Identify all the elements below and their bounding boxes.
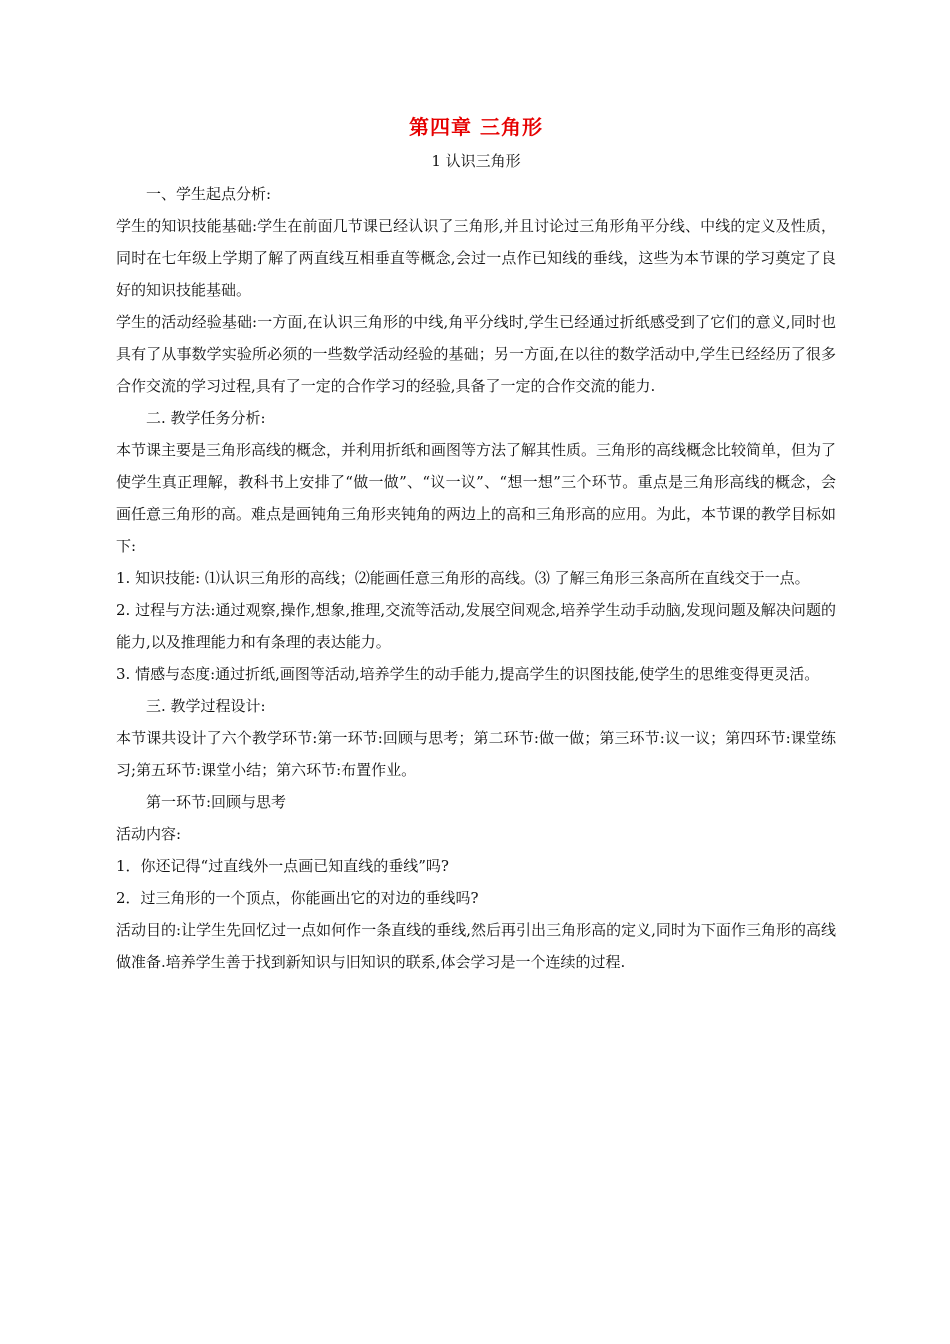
goal-process-method: 2. 过程与方法:通过观察,操作,想象,推理,交流等活动,发展空间观念,培养学生动手动脑,发现问题及解决问题的能力,以及推理能力和有条理的表达能力。 bbox=[116, 601, 836, 651]
heading-task-analysis: 二. 教学任务分析: bbox=[146, 409, 266, 427]
heading-student-analysis: 一、学生起点分析: bbox=[146, 185, 272, 203]
goal-emotion-attitude: 3. 情感与态度:通过折纸,画图等活动,培养学生的动手能力,提高学生的识图技能,使学生的思维变得更灵活。 bbox=[116, 665, 820, 683]
heading-stage-one: 第一环节:回顾与思考 bbox=[146, 793, 287, 811]
label-activity-content: 活动内容: bbox=[116, 825, 182, 843]
paragraph-activity-purpose: 活动目的:让学生先回忆过一点如何作一条直线的垂线,然后再引出三角形高的定义,同时为下面作三角形的高线做准备.培养学生善于找到新知识与旧知识的联系,体会学习是一个连续的过程. bbox=[116, 921, 836, 971]
paragraph-six-stages: 本节课共设计了六个教学环节:第一环节:回顾与思考；第二环节:做一做；第三环节:议一议；第四环节:课堂练习;第五环节:课堂小结；第六环节:布置作业。 bbox=[116, 729, 836, 779]
paragraph-task-content: 本节课主要是三角形高线的概念，并利用折纸和画图等方法了解其性质。三角形的高线概念比较简单，但为了使学生真正理解，教科书上安排了“做一做”、“议一议”、“想一想”三个环节。重点是三角形高线的概念，会画任意三角形的高。难点是画钝角三角形夹钝角的两边上的高和三角形高的应用。为此，本节课的教学目标如下: bbox=[116, 441, 837, 555]
question-one: 1．你还记得“过直线外一点画已知直线的垂线”吗? bbox=[116, 857, 449, 875]
document-page bbox=[116, 112, 836, 978]
heading-process-design: 三. 教学过程设计: bbox=[146, 697, 266, 715]
paragraph-knowledge-base: 学生的知识技能基础:学生在前面几节课已经认识了三角形,并且讨论过三角形角平分线、中线的定义及性质，同时在七年级上学期了解了两直线互相垂直等概念,会过一点作已知线的垂线，这些为本节课的学习奠定了良好的知识技能基础。 bbox=[116, 217, 836, 299]
question-two: 2．过三角形的一个顶点，你能画出它的对边的垂线吗? bbox=[116, 889, 479, 907]
section-subtitle: 1 认识三角形 bbox=[431, 152, 521, 170]
paragraph-activity-experience: 学生的活动经验基础:一方面,在认识三角形的中线,角平分线时,学生已经通过折纸感受到了它们的意义,同时也具有了从事数学实验所必须的一些数学活动经验的基础；另一方面,在以往的数学活动中,学生已经经历了很多合作交流的学习过程,具有了一定的合作学习的经验,具备了一定的合作交流的能力. bbox=[116, 313, 836, 395]
chapter-title: 第四章 三角形 bbox=[409, 115, 543, 139]
goal-knowledge-skill: 1. 知识技能: ⑴认识三角形的高线；⑵能画任意三角形的高线。⑶ 了解三角形三条高所在直线交于一点。 bbox=[116, 569, 810, 587]
